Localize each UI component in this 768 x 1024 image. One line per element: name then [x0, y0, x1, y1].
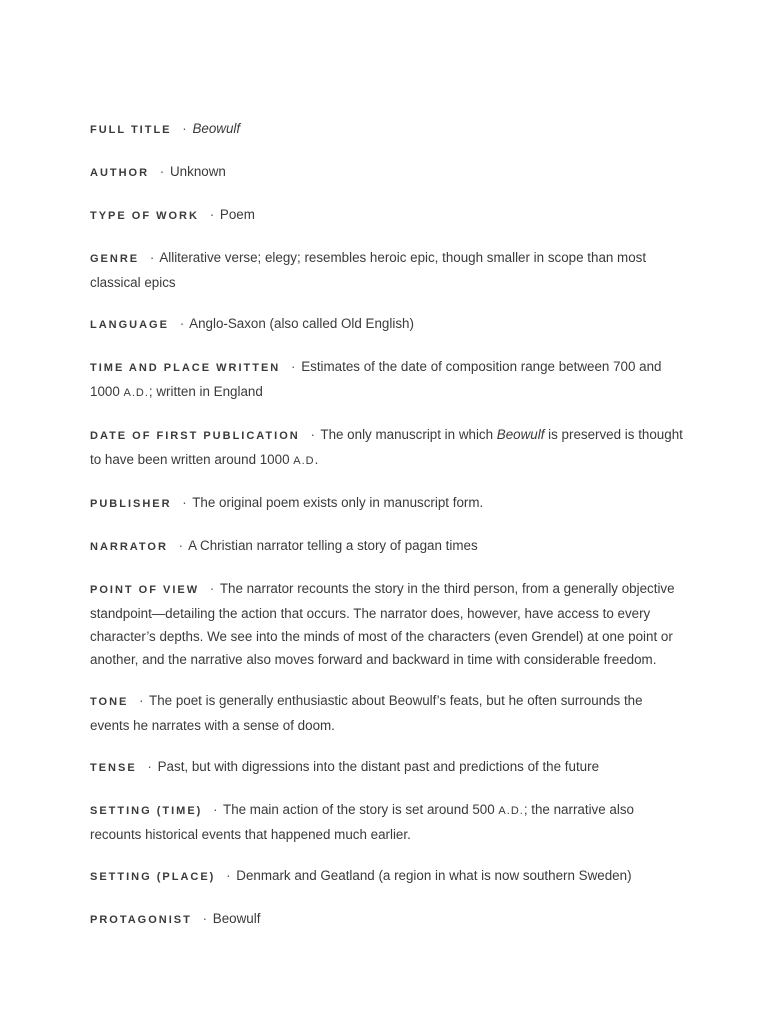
entry-type-of-work — [90, 203, 685, 228]
entry-label: DATE OF FIRST PUBLICATION — [90, 430, 300, 442]
entry-label: NARRATOR — [90, 541, 168, 553]
entry-label: TENSE — [90, 762, 137, 774]
entry-value: The narrator recounts the story in the third person, from a generally objective standpoint—detailing the action that occurs. The narrator does, however, have access to every character’s depths. We see into the minds of most of the characters (even Grendel) at one point or another, and the narrative also moves forward and backward in time with considerable freedom. — [90, 581, 675, 667]
entry-publisher — [90, 491, 685, 516]
entry-setting-place — [90, 864, 685, 889]
entry-value: Denmark and Geatland (a region in what is now southern Sweden) — [236, 868, 632, 883]
entry-value: Beowulf — [192, 121, 241, 136]
entry-value: Anglo-Saxon (also called Old English) — [189, 316, 414, 331]
separator: · — [139, 693, 144, 708]
entry-label: SETTING (TIME) — [90, 805, 203, 817]
separator: · — [209, 581, 215, 596]
entry-value: The poet is generally enthusiastic about Beowulf’s feats, but he often surrounds the events he narrates with a sense of doom. — [90, 693, 643, 733]
entry-label: TIME AND PLACE WRITTEN — [90, 362, 281, 374]
entry-value: Unknown — [170, 164, 226, 179]
entry-label: LANGUAGE — [90, 319, 169, 331]
separator: · — [159, 164, 165, 179]
entry-point-of-view — [90, 577, 685, 671]
entry-full-title — [90, 117, 685, 142]
entry-date-of-first-publication — [90, 423, 685, 473]
separator: · — [147, 759, 152, 774]
entry-label: SETTING (PLACE) — [90, 871, 216, 883]
entry-label: FULL TITLE — [90, 124, 172, 136]
entry-label: AUTHOR — [90, 167, 150, 179]
entry-value: Beowulf — [212, 911, 261, 926]
separator: · — [310, 427, 315, 442]
entry-value: A Christian narrator telling a story of pagan times — [188, 538, 478, 553]
entry-value-continued: is preserved is thought to have been written around 1000 — [90, 427, 683, 467]
separator: · — [209, 207, 215, 222]
separator: · — [290, 359, 296, 374]
entry-value: Poem — [219, 207, 255, 222]
entry-value: Alliterative verse; elegy; resembles heroic epic, though smaller in scope than most classical epics — [90, 250, 647, 290]
era-abbreviation: A.D — [293, 455, 315, 467]
entry-tense — [90, 755, 685, 780]
entry-label: TYPE OF WORK — [90, 210, 199, 222]
entry-tone — [90, 689, 685, 737]
era-abbreviation: A.D. — [123, 387, 149, 399]
separator: · — [149, 250, 155, 265]
separator: · — [179, 316, 185, 331]
entry-author — [90, 160, 685, 185]
entry-genre — [90, 246, 685, 294]
entry-label: PUBLISHER — [90, 498, 172, 510]
separator: · — [182, 121, 187, 136]
entry-value: The main action of the story is set around 500 — [223, 802, 499, 817]
entry-protagonist — [90, 907, 685, 932]
entry-value-continued: ; the narrative also recounts historical events that happened much earlier. — [90, 802, 634, 842]
entry-value-title: Beowulf — [496, 427, 545, 442]
entry-value: Estimates of the date of composition range between 700 and 1000 — [90, 359, 662, 399]
separator: · — [202, 911, 208, 926]
entry-label: GENRE — [90, 253, 140, 265]
entry-time-and-place-written — [90, 355, 685, 405]
entry-value: The only manuscript in which — [320, 427, 497, 442]
era-abbreviation: A.D. — [498, 805, 524, 817]
entry-language — [90, 312, 685, 337]
entry-value: Past, but with digressions into the distant past and predictions of the future — [157, 759, 600, 774]
separator: · — [182, 495, 187, 510]
entry-value-end: . — [314, 452, 319, 467]
entry-label: POINT OF VIEW — [90, 584, 200, 596]
document-page — [90, 117, 685, 950]
entry-value: The original poem exists only in manuscript form. — [192, 495, 484, 510]
entry-value-continued: ; written in England — [148, 384, 263, 399]
entry-setting-time — [90, 798, 685, 846]
entry-narrator — [90, 534, 685, 559]
entry-label: TONE — [90, 696, 129, 708]
separator: · — [226, 868, 231, 883]
separator: · — [213, 802, 218, 817]
entry-label: PROTAGONIST — [90, 914, 192, 926]
separator: · — [178, 538, 184, 553]
